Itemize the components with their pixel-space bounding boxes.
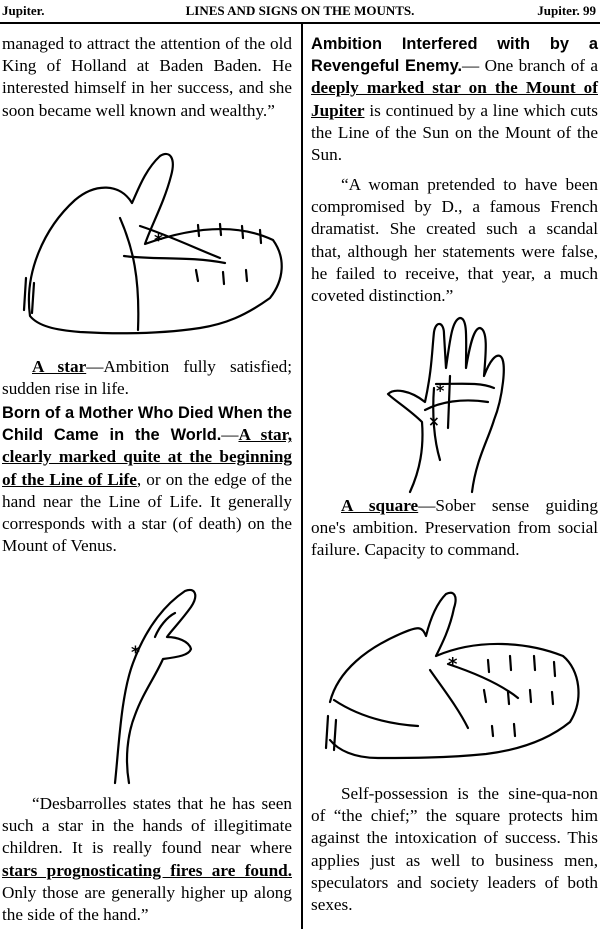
svg-text:*: * — [448, 654, 458, 675]
svg-text:*: * — [131, 643, 140, 663]
hand-with-star-and-crossing-line — [380, 310, 520, 495]
hand-with-square-on-jupiter — [318, 590, 600, 770]
caption-a-star: A star—Ambition fully satisfied; sudden rise in life. — [2, 357, 292, 399]
header-page-number: Jupiter. 99 — [537, 3, 596, 18]
left-para-1: managed to attract the attention of the old King of Holland at Baden Baden. He interested himself in her success, and she soon became well known and wealthy.” — [2, 34, 292, 120]
running-header — [0, 0, 600, 24]
header-left: Jupiter. — [2, 3, 45, 18]
column-divider — [301, 24, 303, 929]
right-para-woman-pretended: “A woman pretended to have been compromised by D., a famous French dramatist. She created such a scandal that, although her statements were false, he failed to receive, that year, a much coveted distinction.” — [311, 175, 598, 306]
svg-text:×: × — [428, 414, 440, 430]
left-para-desbarrolles: “Desbarrolles states that he has seen such a star in the hands of illegitimate children. It is really found near where stars prognosticating fires are found. Only those are generally higher up along the side of the hand.” — [2, 794, 292, 925]
caption-a-square: A square—Sober sense guiding one's ambition. Preservation from social failure. Capacity to command. — [311, 496, 598, 560]
hand-with-star-on-jupiter — [20, 148, 300, 343]
left-section-born-of-mother: Born of a Mother Who Died When the Child Came in the World.—A star, clearly marked quite at the beginning of the Line of Life, or on the edge of the hand near the Line of Life. It generally corresponds with a star (of death) on the Mount of Venus. — [2, 404, 292, 556]
header-title: LINES AND SIGNS ON THE MOUNTS. — [185, 3, 415, 18]
hand-with-star-on-life-line — [75, 585, 205, 785]
right-section-ambition-interfered: Ambition Interfered with by a Revengeful Enemy.— One branch of a deeply marked star on the Mount of Jupiter is continued by a line which cuts the Line of the Sun on the Mount of the Sun. — [311, 35, 598, 165]
svg-text:*: * — [154, 231, 163, 251]
svg-text:*: * — [436, 381, 445, 400]
right-para-self-possession: Self-possession is the sine-qua-non of “the chief;” the square protects him against the intoxication of success. This applies just as well to business men, speculators and society leaders of both sexes. — [311, 784, 598, 915]
